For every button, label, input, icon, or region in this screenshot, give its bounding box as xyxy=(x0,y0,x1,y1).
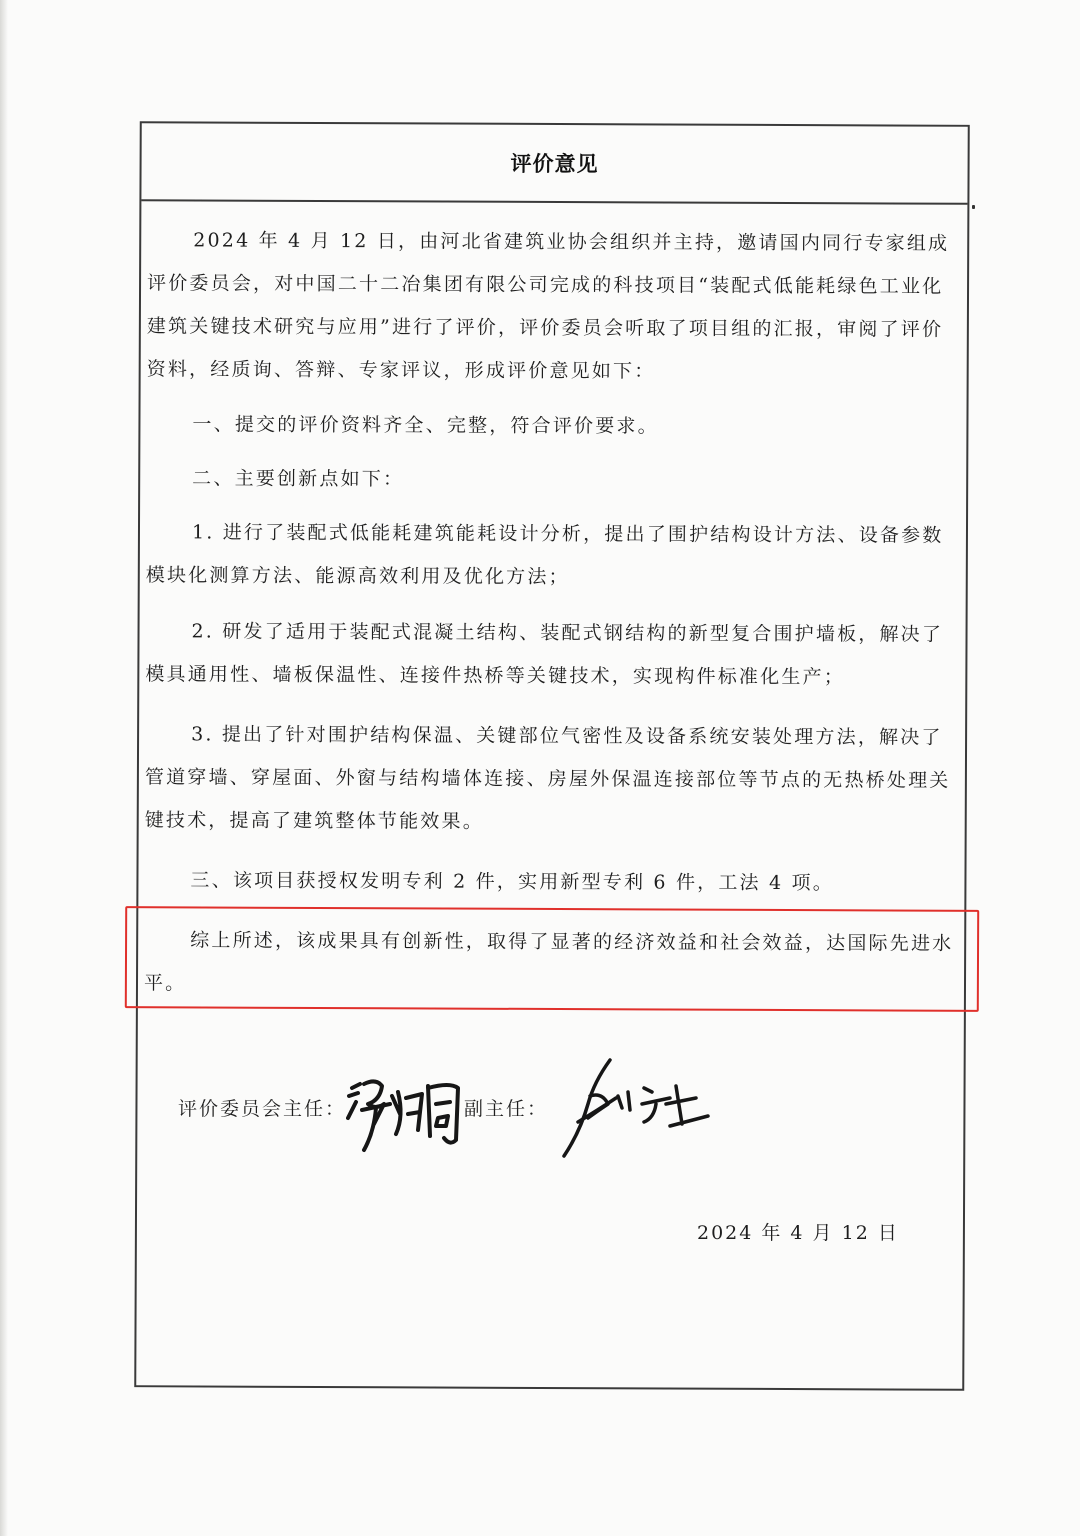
conclusion-paragraph: 综上所述，该成果具有创新性，取得了显著的经济效益和社会效益，达国际先进水平。 xyxy=(143,929,954,995)
chair-signature-image xyxy=(346,1074,470,1160)
chair-label: 评价委员会主任： xyxy=(178,1098,347,1120)
page-title: 评价意见 xyxy=(510,151,599,177)
item-one-paragraph: 一、提交的评价资料齐全、完整，符合评价要求。 xyxy=(192,413,659,438)
innovation-point-3: 3. 提出了针对围护结构保温、关键部位气密性及设备系统安装处理方法，解决了管道穿墙、穿屋面、外窗与结构墙体连接、房屋外保温连接部位等节点的无热桥处理关键技术，提高了建筑整体节能效果。 xyxy=(144,723,951,833)
page-edge-shadow xyxy=(0,0,8,1536)
vice-chair-signature-image xyxy=(558,1052,718,1162)
ink-speck xyxy=(972,205,975,209)
signing-date: 2024 年 4 月 12 日 xyxy=(697,1222,899,1244)
innovation-point-2: 2. 研发了适用于装配式混凝土结构、装配式钢结构的新型复合围护墙板，解决了模具通用性、墙板保温性、连接件热桥等关键技术，实现构件标准化生产； xyxy=(145,620,944,689)
innovation-point-1: 1. 进行了装配式低能耗建筑能耗设计分析，提出了围护结构设计方法、设备参数模块化测算方法、能源高效利用及优化方法； xyxy=(145,521,944,589)
item-three-paragraph: 三、该项目获授权发明专利 2 件，实用新型专利 6 件，工法 4 项。 xyxy=(190,869,835,895)
item-two-heading: 二、主要创新点如下： xyxy=(192,467,405,491)
form-header xyxy=(141,123,967,205)
vice-chair-label: 副主任： xyxy=(464,1098,549,1120)
signature-block xyxy=(178,1082,778,1162)
intro-paragraph: 2024 年 4 月 12 日，由河北省建筑业协会组织并主持，邀请国内同行专家组成评价委员会，对中国二十二冶集团有限公司完成的科技项目“装配式低能耗绿色工业化建筑关键技术研究与应用”进行了评价，评价委员会听取了项目组的汇报，审阅了评价资料，经质询、答辩、专家评议，形成评价意见如下： xyxy=(146,229,950,383)
evaluation-form-frame xyxy=(134,121,970,1391)
conclusion-highlight-box xyxy=(125,906,979,1012)
